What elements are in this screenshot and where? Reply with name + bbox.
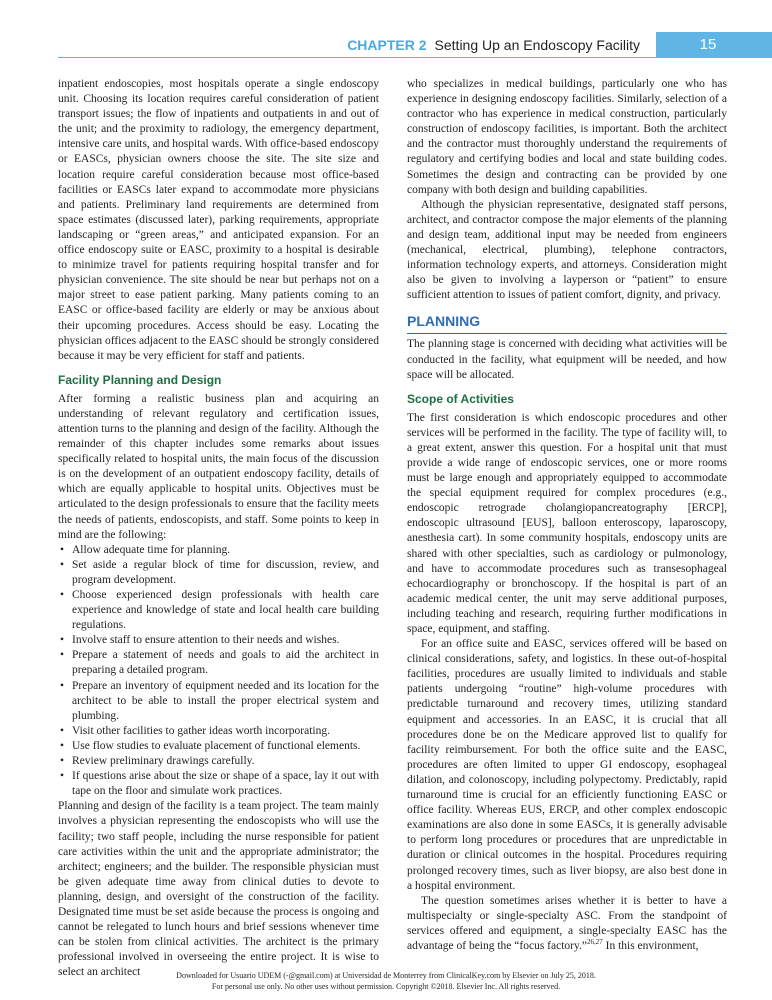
paragraph: The first consideration is which endoscopic procedures and other services will be performed in the facility. The type of facility will, to a great extent, answer this question. For a hospital unit that must provide a wide range of endoscopic services, one or more rooms must be large enough and appropriately equipped to accommodate the special equipment required for complex procedures (e.g., endoscopic retrograde cholangiopancreatography [ERCP], endoscopic ultrasound [EUS], balloon enteroscopy, laparoscopy, anesthesia cart). In some community hospitals, endoscopy units are shared with other specialties, such as cardiology or pulmonology, and have to accommodate procedures such as transesophageal echocardiography or bronchoscopy. If the hospital is part of an academic medical center, the unit may serve additional purposes, including teaching and research, requiring further modifications in space, equipment, and staffing. [407,411,727,635]
paragraph: Although the physician representative, designated staff persons, architect, and contractor compose the major elements of the planning and design team, additional input may be needed from engineers (mechanical, electrical, plumbing), telephone contractors, information technology experts, and attorneys. Consideration might also be given to involving a layperson or “patient” to ensure sufficient attention to issues of patient comfort, dignity, and privacy. [407,198,727,302]
paragraph-text: The question sometimes arises whether it is better to have a multispecialty or single-specialty ASC. From the standpoint of services offered and equipment, a single-specialty EASC has the advantage of being the “focus factory.” [407,894,727,952]
bullet-item: • Prepare a statement of needs and goals to aid the architect in preparing a detailed program. [58,648,379,678]
bullet-item: • Review preliminary drawings carefully. [58,754,379,769]
footer-line: For personal use only. No other uses without permission. Copyright ©2018. Elsevier Inc. All rights reserved. [211,981,561,991]
paragraph: For an office suite and EASC, services offered will be based on clinical considerations, safety, and logistics. In these out-of-hospital facilities, procedures are usually limited to individuals and stable patients undergoing “routine” high-volume procedures with predictable turnaround and recovery times, utilizing standard equipment and accessories. In an EASC, it is crucial that all procedures done be on the Medicare approved list to qualify for facility reimbursement. For both the office suite and the EASC, procedures are often limited to upper GI endoscopy, esophageal dilation, and colonoscopy, including polypectomy. Predictably, rapid turnaround time is crucial for an efficiently functioning EASC or office facility. Whereas EUS, ERCP, and other complex endoscopic examinations are also done in some EASCs, it is generally advisable to perform long procedures or procedures that are unpredictable in duration or clinical outcomes in the hospital. Procedures requiring prolonged recovery times, such as liver biopsy, are also best done in a hospital environment. [407,638,727,892]
paragraph: After forming a realistic business plan and acquiring an understanding of relevant regulatory and certification issues, attention turns to the planning and design of the facility. Although the remainder of this chapter includes some remarks about issues specifically related to hospital units, the main focus of the discussion is on the development of an outpatient endoscopy facility, details of which are equally applicable to hospital units. Objectives must be articulated to the design professionals to ensure that the facility meets the needs of patients, endoscopists, and staff. Some points to keep in mind are the following: [58,392,379,541]
chapter-heading [347,37,640,53]
subheading-facility-planning: Facility Planning and Design [58,372,222,387]
bullet-list [58,543,379,800]
page-number: 15 [656,32,772,58]
section-heading-planning: PLANNING [407,313,727,334]
bullet-item: • Allow adequate time for planning. [58,543,379,558]
left-column [58,77,379,980]
bullet-item: • Choose experienced design professionals with health care experience and knowledge of state and local health care building regulations. [58,588,379,633]
bullet-item: • Set aside a regular block of time for discussion, review, and program development. [58,558,379,588]
paragraph [407,894,727,954]
bullet-item: • Involve staff to ensure attention to their needs and wishes. [58,633,379,648]
right-column [407,77,727,954]
bullet-item: • If questions arise about the size or shape of a space, lay it out with tape on the floor and simulate work practices. [58,769,379,799]
paragraph: Planning and design of the facility is a team project. The team mainly involves a physician representing the endoscopists who will use the facility; two staff people, including the nurse responsible for patient care activities within the unit and the appropriate administrator; the architect; engineers; and the builder. The responsible physician must be given adequate time away from clinical duties to devote to planning, design, and oversight of the construction of the facility. Designated time must be set aside because the process is ongoing and cannot be relegated to lunch hours and brief sessions whenever time can be stolen from clinical activities. The architect is the primary professional involved in overseeing the entire project. It is wise to select an architect [58,800,379,979]
download-footer [0,971,772,992]
running-header [0,32,772,58]
paragraph: who specializes in medical buildings, particularly one who has experience in designing endoscopy facilities. Similarly, selection of a contractor who has experience in medical construction, particularly construction of endoscopy facilities, is important. Both the architect and the contractor must thoroughly understand the requirements of regulatory and certifying bodies and local and state building codes. Sometimes the design and contracting can be provided by one company with both design and building capabilities. [407,78,727,196]
paragraph-text: In this environment, [602,939,699,952]
citation-reference[interactable]: 26,27 [586,937,603,946]
header-rule [58,57,656,59]
bullet-item: • Prepare an inventory of equipment needed and its location for the architect to be able to install the proper electrical system and plumbing. [58,679,379,724]
paragraph: The planning stage is concerned with deciding what activities will be conducted in the facility, what equipment will be needed, and how space will be allocated. [407,338,727,381]
bullet-item: • Visit other facilities to gather ideas worth incorporating. [58,724,379,739]
subheading-scope-of-activities: Scope of Activities [407,391,514,406]
paragraph: inpatient endoscopies, most hospitals operate a single endoscopy unit. Choosing its location requires careful consideration of patient transport issues; the flow of inpatients and outpatients in and out of the unit; and the proximity to radiology, the emergency department, intensive care units, and hospital wards. With office-based endoscopy or EASCs, physician owners choose the site. The site size and location require careful consideration because most office-based facilities or EASCs later expand to accommodate more physicians and patients. Preliminary land requirements are determined from space estimates (discussed later), parking requirements, appropriate landscaping or “green areas,” and anticipated expansion. For an office endoscopy suite or EASC, proximity to a hospital is desirable to minimize travel for patients requiring hospital transfer and for physician convenience. The site should be near but perhaps not on a major street to ease patient parking. Many patients coming to an EASC or office-based facility are elderly or may be anxious about their upcoming procedures. Access should be easy. Locating the physician offices adjacent to the EASC should be strongly considered because it may be very efficient for staff and patients. [58,78,379,362]
bullet-item: • Use flow studies to evaluate placement of functional elements. [58,739,379,754]
chapter-title: Setting Up an Endoscopy Facility [434,37,640,53]
chapter-label: CHAPTER 2 [347,37,427,53]
footer-line: Downloaded for Usuario UDEM (-@gmail.com) at Universidad de Monterrey from ClinicalKey.com by Elsevier on July 25, 2018. [176,971,596,980]
